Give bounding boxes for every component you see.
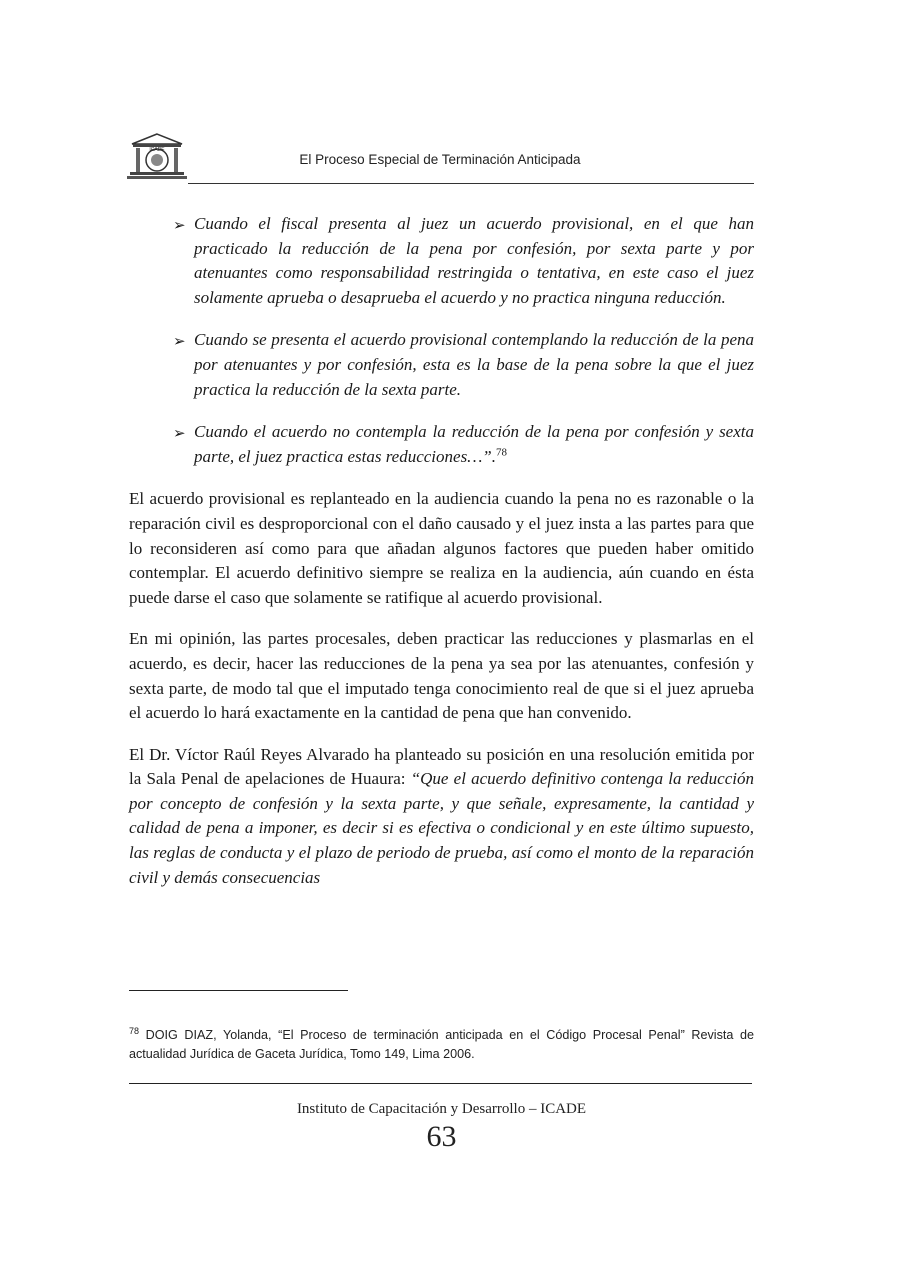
list-item [129,328,754,402]
footnote-number: 78 [129,1025,140,1036]
page-number: 63 [426,1120,457,1153]
svg-text:ICADE: ICADE [149,147,165,153]
footnote [129,1026,754,1064]
bullet-text: Cuando el acuerdo no contempla la reducción de la pena por confesión y sexta parte, el juez practica estas reducciones…”. [194,422,754,466]
footnote-ref: 78 [496,446,508,459]
page-header [126,130,754,186]
running-header-title: El Proceso Especial de Terminación Anticipada [299,152,581,167]
list-item [129,212,754,310]
body-paragraph-with-quote [129,743,754,891]
arrow-bullet-icon: ➢ [173,332,186,351]
header-divider [188,183,754,184]
footnote-text: DOIG DIAZ, Yolanda, “El Proceso de terminación anticipada en el Código Procesal Penal” Revista de actualidad Jurídica de Gaceta Jurídica, Tomo 149, Lima 2006. [129,1028,754,1061]
bullet-text: Cuando el fiscal presenta al juez un acuerdo provisional, en el que han practicado la reducción de la pena por confesión, por sexta parte y por atenuantes como responsabilidad restringida o tentativa, en este caso el juez solamente aprueba o desaprueba el acuerdo y no practica ninguna reducción. [194,214,754,307]
list-item [129,420,754,469]
body-paragraph: El acuerdo provisional es replanteado en la audiencia cuando la pena no es razonable o la reparación civil es desproporcional con el daño causado y el juez insta a las partes para que lo reconsideren así como para que añadan algunos factores que pueden haber omitido contemplar. El acuerdo definitivo siempre se realiza en la audiencia, aún cuando en ésta puede darse el caso que solamente se ratifique al acuerdo provisional. [129,489,754,607]
body-paragraph: En mi opinión, las partes procesales, deben practicar las reducciones y plasmarlas en el acuerdo, es decir, hacer las reducciones de la pena ya sea por las atenuantes, confesión y sexta parte, de modo tal que el imputado tenga conocimiento real de que si el juez aprueba el acuerdo lo hará exactamente en la cantidad de pena que han convenido. [129,629,754,723]
arrow-bullet-icon: ➢ [173,424,186,443]
bullet-list [129,212,754,469]
footer-divider [129,1083,752,1084]
page-body [129,212,754,907]
footer-institution: Instituto de Capacitación y Desarrollo – ICADE [296,1101,587,1117]
bullet-text: Cuando se presenta el acuerdo provisional contemplando la reducción de la pena por atenuantes y por confesión, esta es la base de la pena sobre la que el juez practica la reducción de la sexta parte. [194,330,754,399]
footnote-divider [129,990,348,991]
paragraph-text: El Dr. Víctor Raúl Reyes Alvarado ha planteado su posición en una resolución emitida por la Sala Penal de apelaciones de Huaura: [129,744,754,789]
arrow-bullet-icon: ➢ [173,216,186,234]
court-quote: “Que el acuerdo definitivo contenga la reducción por concepto de confesión y la sexta parte, y que señale, expresamente, la cantidad y calidad de pena a imponer, es decir si es efectiva o condicional y en este último supuesto, las reglas de conducta y el plazo de periodo de prueba, así como el monto de la reparación civil y demás consecuencias [129,769,754,887]
